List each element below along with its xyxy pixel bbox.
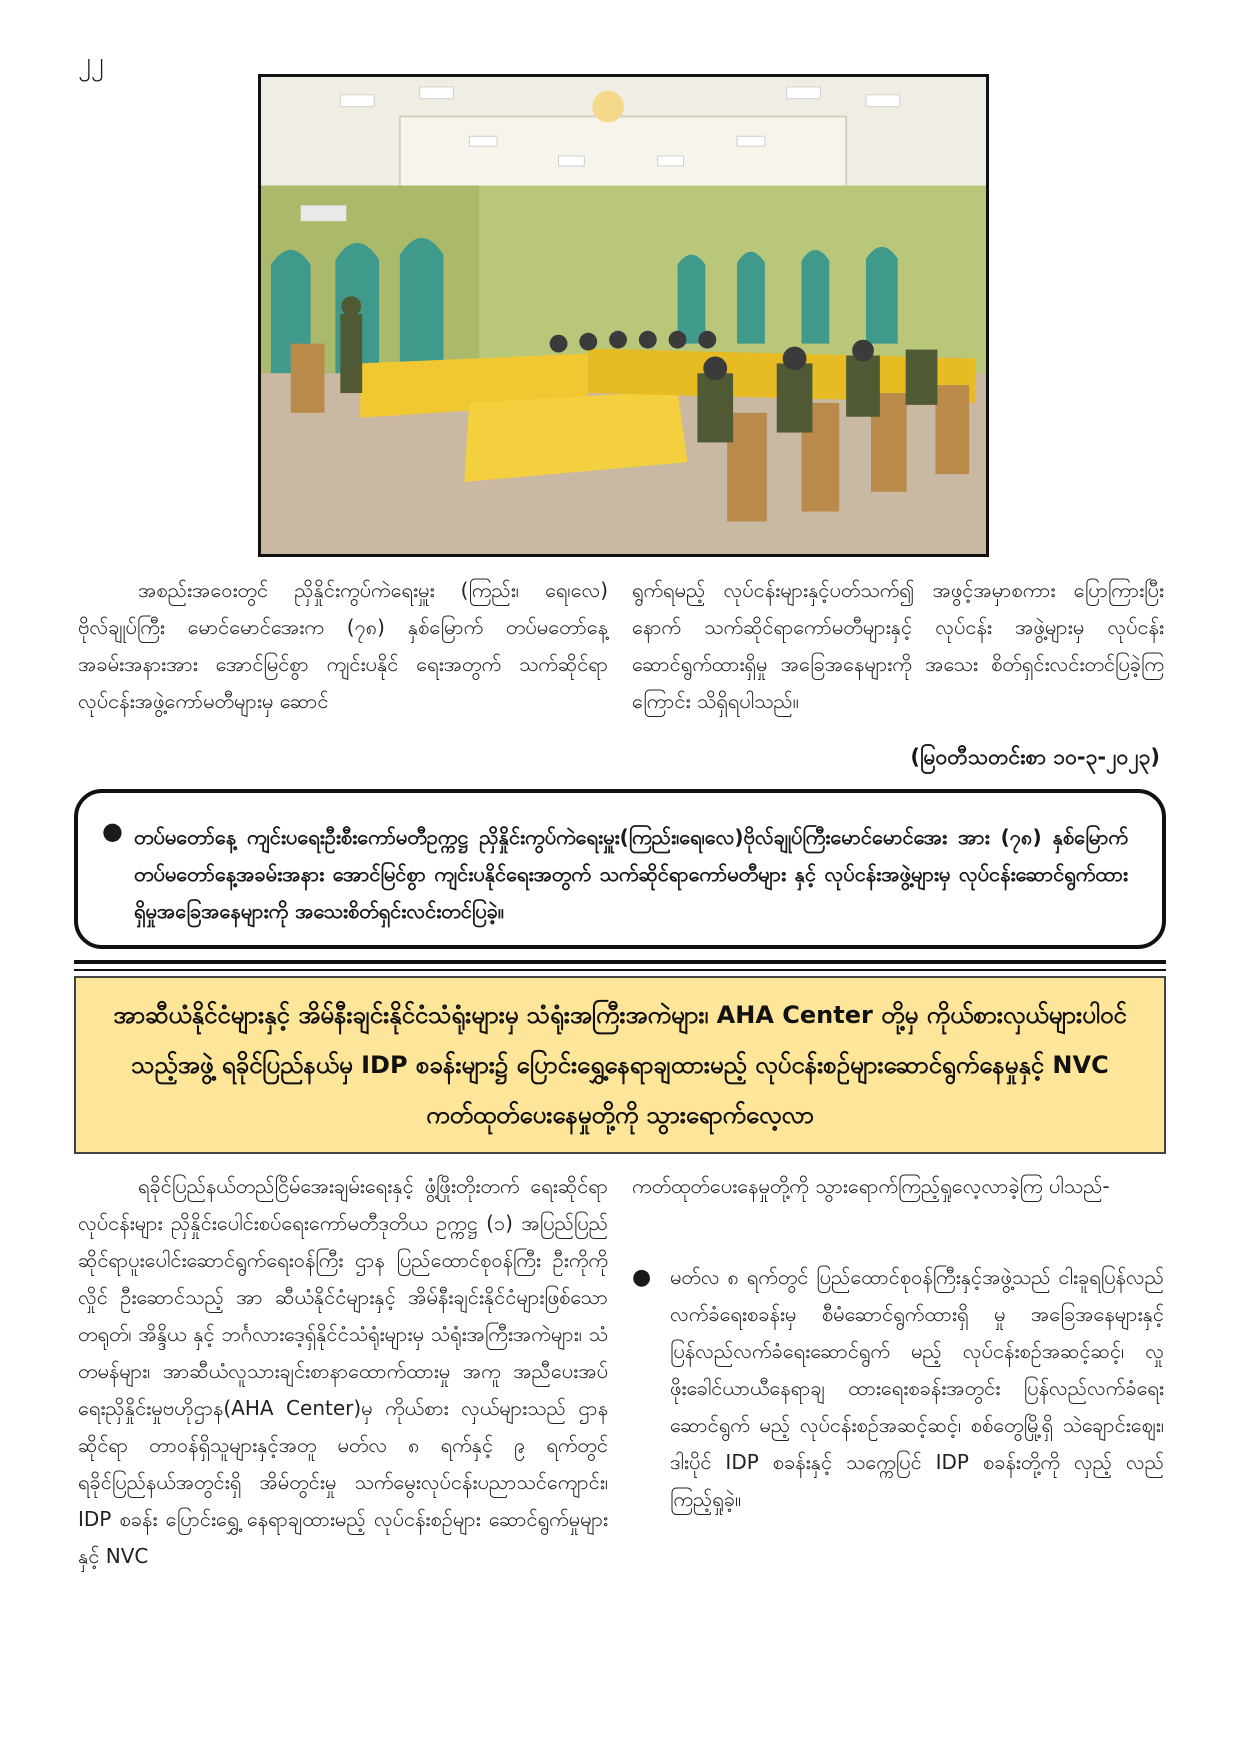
summary-text: တပ်မတော်နေ့ ကျင်းပရေးဦးစီးကော်မတီဥက္ကဋ္ဌ ညှိနှိုင်းကွပ်ကဲရေးမှူး(ကြည်း၊ရေ၊လေ)ဗိုလ်ချုပ်ကြီးမောင်မောင်အေး အား (၇၈) နှစ်မြောက် တပ်မတော်နေ့အခမ်းအနား အောင်မြင်စွာ ကျင်းပနိုင်ရေးအတွက် သက်ဆိုင်ရာကော်မတီများ နှင့် လုပ်ငန်းအဖွဲ့များမှ လုပ်ငန်းဆောင်ရွက်ထားရှိမှုအခြေအနေများကို အသေးစိတ်ရှင်းလင်းတင်ပြခဲ့။	[134, 825, 1128, 923]
article2-left-column: ရခိုင်ပြည်နယ်တည်ငြိမ်အေးချမ်းရေးနှင့် ဖွံ့ဖြိုးတိုးတက် ရေးဆိုင်ရာလုပ်ငန်းများ ညှိနှိုင်းပေါင်းစပ်ရေးကော်မတီဒုတိယ ဥက္ကဋ္ဌ (၁) အပြည်ပြည်ဆိုင်ရာပူးပေါင်းဆောင်ရွက်ရေးဝန်ကြီး ဌာန ပြည်ထောင်စုဝန်ကြီး ဦးကိုကိုလှိုင် ဦးဆောင်သည့် အာ ဆီယံနိုင်ငံများနှင့် အိမ်နီးချင်းနိုင်ငံများဖြစ်သော တရုတ်၊ အိန္ဒိယ နှင့် ဘင်္ဂလားဒေ့ရှ်နိုင်ငံသံရုံးများမှ သံရုံးအကြီးအကဲများ၊ သံ တမန်များ၊ အာဆီယံလူသားချင်းစာနာထောက်ထားမှု အကူ အညီပေးအပ်ရေးညှိနှိုင်းမှုဗဟိုဌာန(AHA Center)မှ ကိုယ်စား လှယ်များသည် ဌာနဆိုင်ရာ တာဝန်ရှိသူများနှင့်အတူ မတ်လ ၈ ရက်နှင့် ၉ ရက်တွင် ရခိုင်ပြည်နယ်အတွင်းရှိ အိမ်တွင်းမှု သက်မွေးလုပ်ငန်းပညာသင်ကျောင်း၊ IDP စခန်း ပြောင်းရွှေ့ နေရာချထားမည့် လုပ်ငန်းစဉ်များ ဆောင်ရွက်မှုများနှင့် NVC	[78, 1174, 608, 1568]
divider-thin	[74, 969, 1166, 971]
article2-right-intro: ကတ်ထုတ်ပေးနေမှုတို့ကို သွားရောက်ကြည့်ရှုလေ့လာခဲ့ကြ ပါသည်-	[632, 1174, 1110, 1198]
article2-bullet-item	[632, 1259, 1164, 1518]
article-headline: အာဆီယံနိုင်ငံများနှင့် အိမ်နီးချင်းနိုင်ငံသံရုံးများမှ သံရုံးအကြီးအကဲများ၊ AHA Center တို့မှ ကိုယ်စားလှယ်များပါဝင်သည့်အဖွဲ့ ရခိုင်ပြည်နယ်မှ IDP စခန်းများ၌ ပြောင်းရွှေ့နေရာချထားမည့် လုပ်ငန်းစဉ်များဆောင်ရွက်နေမှုနှင့် NVC ကတ်ထုတ်ပေးနေမှုတို့ကို သွားရောက်လေ့လာ	[113, 1001, 1127, 1129]
source-credit: (မြဝတီသတင်းစာ ၁၀-၃-၂၀၂၃)	[910, 745, 1160, 769]
summary-box	[74, 789, 1166, 949]
article-headline-box	[74, 976, 1166, 1154]
article1-left-column: အစည်းအဝေးတွင် ညှိနှိုင်းကွပ်ကဲရေးမှူး (ကြည်း၊ ရေ၊လေ) ဗိုလ်ချုပ်ကြီး မောင်မောင်အေးက (၇၈) နှစ်မြောက် တပ်မတော်နေ့အခမ်းအနားအား အောင်မြင်စွာ ကျင်းပနိုင် ရေးအတွက် သက်ဆိုင်ရာလုပ်ငန်းအဖွဲ့ကော်မတီများမှ ဆောင်	[78, 578, 608, 713]
page-number: ၂၂	[78, 47, 104, 77]
article1-right-column: ရွက်ရမည့် လုပ်ငန်းများနှင့်ပတ်သက်၍ အဖွင့်အမှာစကား ပြောကြားပြီးနောက် သက်ဆိုင်ရာကော်မတီများနှင့် လုပ်ငန်း အဖွဲ့များမှ လုပ်ငန်းဆောင်ရွက်ထားရှိမှု အခြေအနေများကို အသေး စိတ်ရှင်းလင်းတင်ပြခဲ့ကြကြောင်း သိရှိရပါသည်။	[632, 578, 1164, 713]
article2-bullet-text: မတ်လ ၈ ရက်တွင် ပြည်ထောင်စုဝန်ကြီးနှင့်အဖွဲ့သည် ငါးခူရပြန်လည်လက်ခံရေးစခန်းမှ စီမံဆောင်ရွက်ထားရှိ မှု အခြေအနေများနှင့် ပြန်လည်လက်ခံရေးဆောင်ရွက် မည့် လုပ်ငန်းစဉ်အဆင့်ဆင့်၊ လှုဖိုးခေါင်ယာယီနေရာချ ထားရေးစခန်းအတွင်း ပြန်လည်လက်ခံရေးဆောင်ရွက် မည့် လုပ်ငန်းစဉ်အဆင့်ဆင့်၊ စစ်တွေမြို့ရှိ သဲချောင်းဈေး၊ ဒါးပိုင် IDP စခန်းနှင့် သက္ကေပြင် IDP စခန်းတို့ကို လှည့် လည်ကြည့်ရှုခဲ့။	[670, 1265, 1164, 1511]
bullet-icon: ●	[102, 817, 123, 845]
meeting-hall-illustration	[261, 77, 986, 554]
bullet-icon: ●	[632, 1265, 652, 1290]
divider-thick	[74, 960, 1166, 964]
meeting-photo	[258, 74, 989, 557]
